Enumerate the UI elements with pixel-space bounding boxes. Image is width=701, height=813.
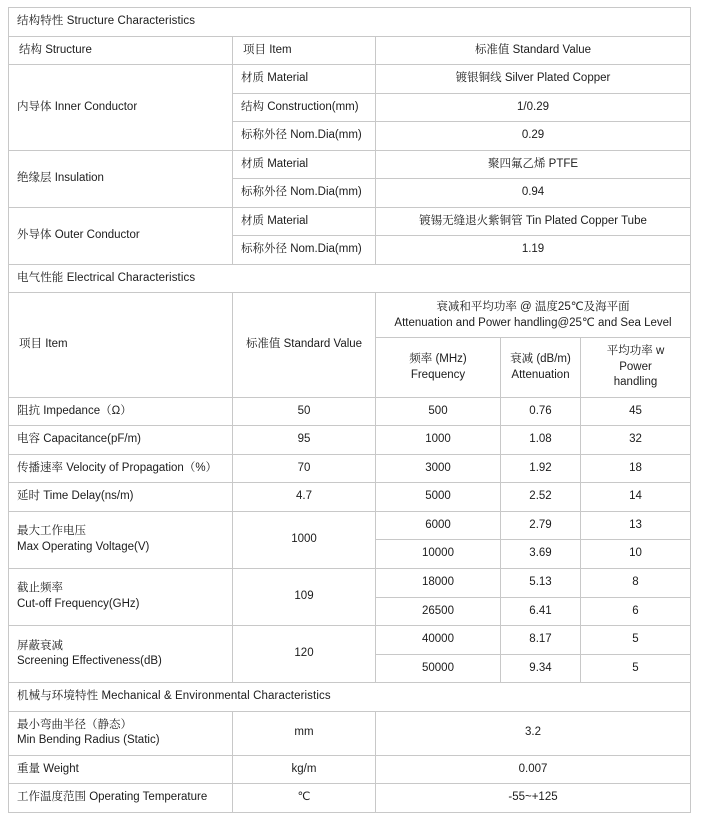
param-value: 109	[233, 568, 376, 625]
param-label: 延时 Time Delay(ns/m)	[9, 483, 233, 512]
param-value: 70	[233, 454, 376, 483]
param-label-cn: 最大工作电压	[17, 525, 86, 538]
structure-header-row	[9, 36, 691, 65]
power-value: 14	[581, 483, 691, 512]
param-label	[9, 568, 233, 625]
electrical-section-banner: 电气性能 Electrical Characteristics	[9, 264, 691, 293]
item-label: 标称外径 Nom.Dia(mm)	[233, 236, 376, 265]
header-frequency-en: Frequency	[410, 368, 466, 381]
frequency-value: 40000	[376, 626, 501, 655]
frequency-value: 1000	[376, 426, 501, 455]
mech-value: -55~+125	[376, 784, 691, 813]
mech-unit: mm	[233, 711, 376, 755]
param-label-en: Cut-off Frequency(GHz)	[17, 598, 140, 610]
mech-unit: kg/m	[233, 755, 376, 784]
frequency-value: 18000	[376, 568, 501, 597]
structure-section-banner: 结构特性 Structure Characteristics	[9, 8, 691, 37]
power-value: 6	[581, 597, 691, 626]
power-value: 10	[581, 540, 691, 569]
item-label: 材质 Material	[233, 207, 376, 236]
group-insulation: 绝缘层 Insulation	[9, 150, 233, 207]
attenuation-value: 5.13	[501, 568, 581, 597]
frequency-value: 50000	[376, 654, 501, 683]
item-label: 材质 Material	[233, 65, 376, 94]
mechanical-section-banner-row	[9, 683, 691, 712]
frequency-value: 26500	[376, 597, 501, 626]
power-value: 5	[581, 626, 691, 655]
param-value: 4.7	[233, 483, 376, 512]
item-label: 结构 Construction(mm)	[233, 93, 376, 122]
specification-table	[8, 7, 691, 813]
header-power-handling	[581, 338, 691, 398]
item-label: 标称外径 Nom.Dia(mm)	[233, 122, 376, 151]
param-value: 1000	[233, 511, 376, 568]
param-label: 电容 Capacitance(pF/m)	[9, 426, 233, 455]
param-value: 50	[233, 397, 376, 426]
item-label: 材质 Material	[233, 150, 376, 179]
electrical-header-group-row	[9, 293, 691, 338]
group-inner-conductor: 内导体 Inner Conductor	[9, 65, 233, 151]
mechanical-section-banner: 机械与环境特性 Mechanical & Environmental Characteristics	[9, 683, 691, 712]
header-structure: 结构 Structure	[9, 36, 233, 65]
header-standard-value: 标准值 Standard Value	[376, 36, 691, 65]
table-row	[9, 454, 691, 483]
param-label	[9, 511, 233, 568]
header-attenuation-group-en: Attenuation and Power handling@25℃ and Sea Level	[394, 317, 672, 330]
header-item: 项目 Item	[233, 36, 376, 65]
table-row	[9, 711, 691, 755]
param-value: 120	[233, 626, 376, 683]
attenuation-value: 3.69	[501, 540, 581, 569]
param-label-en: Screening Effectiveness(dB)	[17, 655, 162, 668]
table-row	[9, 568, 691, 597]
header-standard-value: 标准值 Standard Value	[233, 293, 376, 398]
header-attenuation-cn: 衰减 (dB/m)	[510, 353, 571, 366]
table-row	[9, 397, 691, 426]
item-label: 标称外径 Nom.Dia(mm)	[233, 179, 376, 208]
group-outer-conductor: 外导体 Outer Conductor	[9, 207, 233, 264]
mech-unit: ℃	[233, 784, 376, 813]
table-row	[9, 483, 691, 512]
table-row	[9, 511, 691, 540]
item-value: 1/0.29	[376, 93, 691, 122]
table-row	[9, 426, 691, 455]
param-value: 95	[233, 426, 376, 455]
attenuation-value: 1.92	[501, 454, 581, 483]
header-frequency	[376, 338, 501, 398]
header-attenuation-group	[376, 293, 691, 338]
table-row	[9, 150, 691, 179]
item-value: 镀银铜线 Silver Plated Copper	[376, 65, 691, 94]
power-value: 18	[581, 454, 691, 483]
header-power-en1: Power	[619, 360, 652, 373]
param-label: 传播速率 Velocity of Propagation（%）	[9, 454, 233, 483]
header-attenuation-group-cn: 衰减和平均功率 @ 温度25℃及海平面	[436, 301, 630, 314]
param-label-en: Max Operating Voltage(V)	[17, 540, 150, 553]
header-item: 项目 Item	[9, 293, 233, 398]
table-row	[9, 65, 691, 94]
header-power-en2: handling	[613, 376, 658, 389]
mech-label	[9, 711, 233, 755]
power-value: 13	[581, 511, 691, 540]
frequency-value: 5000	[376, 483, 501, 512]
mech-label-cn: 最小弯曲半径（静态）	[17, 718, 132, 731]
attenuation-value: 0.76	[501, 397, 581, 426]
item-value: 镀锡无缝退火紫铜管 Tin Plated Copper Tube	[376, 207, 691, 236]
attenuation-value: 8.17	[501, 626, 581, 655]
header-attenuation	[501, 338, 581, 398]
frequency-value: 500	[376, 397, 501, 426]
attenuation-value: 6.41	[501, 597, 581, 626]
attenuation-value: 1.08	[501, 426, 581, 455]
header-attenuation-en: Attenuation	[511, 368, 570, 381]
param-label: 阻抗 Impedance（Ω）	[9, 397, 233, 426]
spec-sheet	[0, 7, 701, 804]
item-value: 1.19	[376, 236, 691, 265]
power-value: 5	[581, 654, 691, 683]
mech-value: 0.007	[376, 755, 691, 784]
item-value: 0.94	[376, 179, 691, 208]
electrical-section-banner-row	[9, 264, 691, 293]
header-power-cn: 平均功率 w	[606, 345, 665, 358]
param-label-cn: 屏蔽衰减	[17, 639, 63, 652]
mech-label: 工作温度范围 Operating Temperature	[9, 784, 233, 813]
table-row	[9, 207, 691, 236]
structure-section-banner-row	[9, 8, 691, 37]
mech-label: 重量 Weight	[9, 755, 233, 784]
attenuation-value: 9.34	[501, 654, 581, 683]
table-row	[9, 784, 691, 813]
header-frequency-cn: 频率 (MHz)	[409, 353, 467, 366]
power-value: 32	[581, 426, 691, 455]
power-value: 45	[581, 397, 691, 426]
power-value: 8	[581, 568, 691, 597]
table-row	[9, 626, 691, 655]
frequency-value: 3000	[376, 454, 501, 483]
param-label-cn: 截止频率	[17, 582, 63, 595]
attenuation-value: 2.79	[501, 511, 581, 540]
attenuation-value: 2.52	[501, 483, 581, 512]
frequency-value: 10000	[376, 540, 501, 569]
frequency-value: 6000	[376, 511, 501, 540]
mech-value: 3.2	[376, 711, 691, 755]
param-label	[9, 626, 233, 683]
item-value: 0.29	[376, 122, 691, 151]
mech-label-en: Min Bending Radius (Static)	[17, 734, 160, 747]
table-row	[9, 755, 691, 784]
item-value: 聚四氟乙烯 PTFE	[376, 150, 691, 179]
